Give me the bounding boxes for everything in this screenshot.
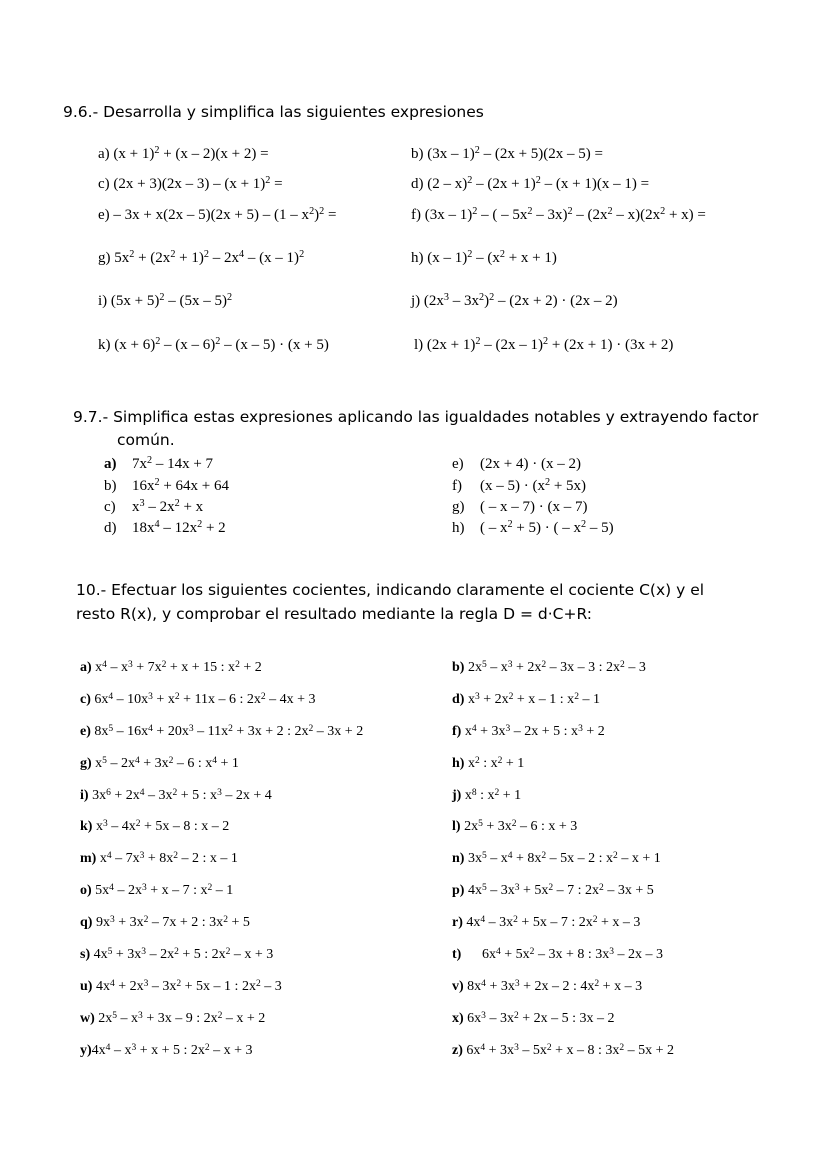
exercise-10-l: l) $2x^5 + 3x^2 - 6$ : x + 3 bbox=[452, 818, 578, 834]
exercise-9-7-h: h) ( – $x^2 + 5$) · ( – $x^2 - 5$) bbox=[452, 519, 614, 536]
section-9-7-title-line1: 9.7.- Simplifica estas expresiones aplicando las igualdades notables y extrayendo factor bbox=[73, 408, 759, 426]
exercise-10-y: $y)4x^4 - x^3 + x + 5$ : $2x^2 - x + 3$ bbox=[80, 1042, 253, 1058]
exercise-9-6-f: f) (3x – 1)$^2$ – ( – $5x^2 - 3x)^2 - (2x^2 - x)(2x^2 + x)$ = bbox=[411, 206, 706, 223]
exercise-9-7-g: g) ( – x – 7) · (x – 7) bbox=[452, 499, 588, 515]
exercise-9-6-h: h) $(x - 1)^2 - (x^2 + x + 1)$ bbox=[411, 249, 557, 266]
exercise-10-e: e) $8x^5 - 16x^4 + 20x^3 - 11x^2 + 3x + 2$ : $2x^2 - 3x + 2$ bbox=[80, 723, 364, 739]
exercise-10-t: t) $6x^4 + 5x^2 - 3x + 8$ : $3x^3 - 2x - 3$ bbox=[452, 946, 663, 962]
exercise-10-f: f) $x^4 + 3x^3 - 2x + 5$ : $x^3 + 2$ bbox=[452, 723, 605, 739]
exercise-9-6-d: d) $(2 - x)^2 - (2x + 1)^2 - (x + 1)(x - 1)$ = bbox=[411, 175, 650, 192]
exercise-10-x: x) $6x^3 - 3x^2 + 2x - 5$ : 3x – 2 bbox=[452, 1010, 615, 1026]
exercise-10-a: a) $x^4 - x^3 + 7x^2 + x + 15$ : $x^2 + 2$ bbox=[80, 659, 262, 675]
exercise-10-i: i) $3x^6 + 2x^4 - 3x^2 + 5$ : $x^3 - 2x + 4$ bbox=[80, 787, 272, 803]
exercise-10-z: z) $6x^4 + 3x^3 - 5x^2 + x - 8$ : $3x^2 - 5x + 2$ bbox=[452, 1042, 675, 1058]
exercise-9-7-a: a) $7x^2 - 14x + 7$ bbox=[104, 455, 214, 472]
exercise-9-7-d: d) $18x^4 - 12x^2 + 2$ bbox=[104, 519, 226, 536]
exercise-10-c: c) $6x^4 - 10x^3 + x^2 + 11x - 6$ : $2x^2 - 4x + 3$ bbox=[80, 691, 316, 707]
exercise-10-k: k) $x^3 - 4x^2 + 5x - 8$ : x – 2 bbox=[80, 818, 230, 834]
exercise-10-m: m) $x^4 - 7x^3 + 8x^2 - 2$ : x – 1 bbox=[80, 850, 238, 866]
exercise-9-6-j: j) $(2x^3 - 3x^2)^2 - (2x + 2) \cdot (2x - 2)$ bbox=[411, 292, 618, 309]
exercise-9-6-a: a) $(x + 1)^2 + (x - 2)(x + 2)$ = bbox=[98, 145, 269, 162]
exercise-10-b: b) $2x^5 - x^3 + 2x^2 - 3x - 3$ : $2x^2 - 3$ bbox=[452, 659, 646, 675]
exercise-10-d: d) $x^3 + 2x^2 + x - 1$ : $x^2 - 1$ bbox=[452, 691, 600, 707]
exercise-9-6-b: b) (3x – 1)$^2$ – (2x + 5)(2x – 5) = bbox=[411, 145, 603, 162]
exercise-9-6-l: l) $(2x + 1)^2 - (2x - 1)^2 + (2x + 1) \cdot (3x + 2)$ bbox=[414, 336, 674, 353]
exercise-9-6-c: c) $(2x + 3)(2x - 3) - (x + 1)^2$ = bbox=[98, 175, 283, 192]
exercise-10-g: g) $x^5 - 2x^4 + 3x^2 - 6$ : $x^4 + 1$ bbox=[80, 755, 239, 771]
section-9-6-title: 9.6.- Desarrolla y simplifica las siguientes expresiones bbox=[63, 103, 484, 121]
section-10-title-line2: resto R(x), y comprobar el resultado mediante la regla D = d·C+R: bbox=[76, 605, 592, 623]
exercise-9-7-f: f) $(x - 5) \cdot (x^2 + 5x)$ bbox=[452, 477, 587, 494]
section-9-7-title-line2: común. bbox=[117, 431, 175, 449]
exercise-9-6-i: i) $(5x + 5)^2 - (5x - 5)^2$ bbox=[98, 292, 233, 309]
exercise-10-o: o) $5x^4 - 2x^3 + x - 7$ : $x^2 - 1$ bbox=[80, 882, 234, 898]
section-10-title-line1: 10.- Efectuar los siguientes cocientes, indicando claramente el cociente C(x) y el bbox=[76, 581, 705, 599]
exercise-9-7-c: c) $x^3 - 2x^2 + x$ bbox=[104, 498, 204, 515]
exercise-9-7-b: b) $16x^2 + 64x + 64$ bbox=[104, 477, 230, 494]
exercise-9-7-e: e) (2x + 4) · (x – 2) bbox=[452, 456, 581, 472]
exercise-10-v: v) $8x^4 + 3x^3 + 2x - 2$ : $4x^2 + x - 3$ bbox=[452, 978, 643, 994]
exercise-9-6-g: g) $5x^2 + (2x^2 + 1)^2 - 2x^4 - (x - 1)^2$ bbox=[98, 249, 305, 266]
exercise-10-s: s) $4x^5 + 3x^3 - 2x^2 + 5$ : $2x^2 - x + 3$ bbox=[80, 946, 274, 962]
exercise-10-j: j) $x^8$ : $x^2 + 1$ bbox=[452, 787, 522, 803]
exercise-10-p: p) $4x^5 - 3x^3 + 5x^2 - 7$ : $2x^2 - 3x + 5$ bbox=[452, 882, 654, 898]
exercise-9-6-e: $e) - 3x + x(2x - 5)(2x + 5) - (1 - x^2)^2$ = bbox=[98, 206, 337, 223]
exercise-9-6-k: k) $(x + 6)^2 - (x - 6)^2 - (x - 5) \cdot (x + 5)$ bbox=[98, 336, 329, 353]
exercise-10-r: r) $4x^4 - 3x^2 + 5x - 7$ : $2x^2 + x - 3$ bbox=[452, 914, 641, 930]
exercise-10-u: u) $4x^4 + 2x^3 - 3x^2 + 5x - 1$ : $2x^2 - 3$ bbox=[80, 978, 282, 994]
exercise-10-w: w) $2x^5 - x^3 + 3x - 9$ : $2x^2 - x + 2$ bbox=[80, 1010, 266, 1026]
exercise-10-q: q) $9x^3 + 3x^2 - 7x + 2$ : $3x^2 + 5$ bbox=[80, 914, 250, 930]
exercise-10-h: h) $x^2$ : $x^2 + 1$ bbox=[452, 755, 525, 771]
exercise-10-n: n) $3x^5 - x^4 + 8x^2 - 5x - 2$ : $x^2 - x + 1$ bbox=[452, 850, 661, 866]
